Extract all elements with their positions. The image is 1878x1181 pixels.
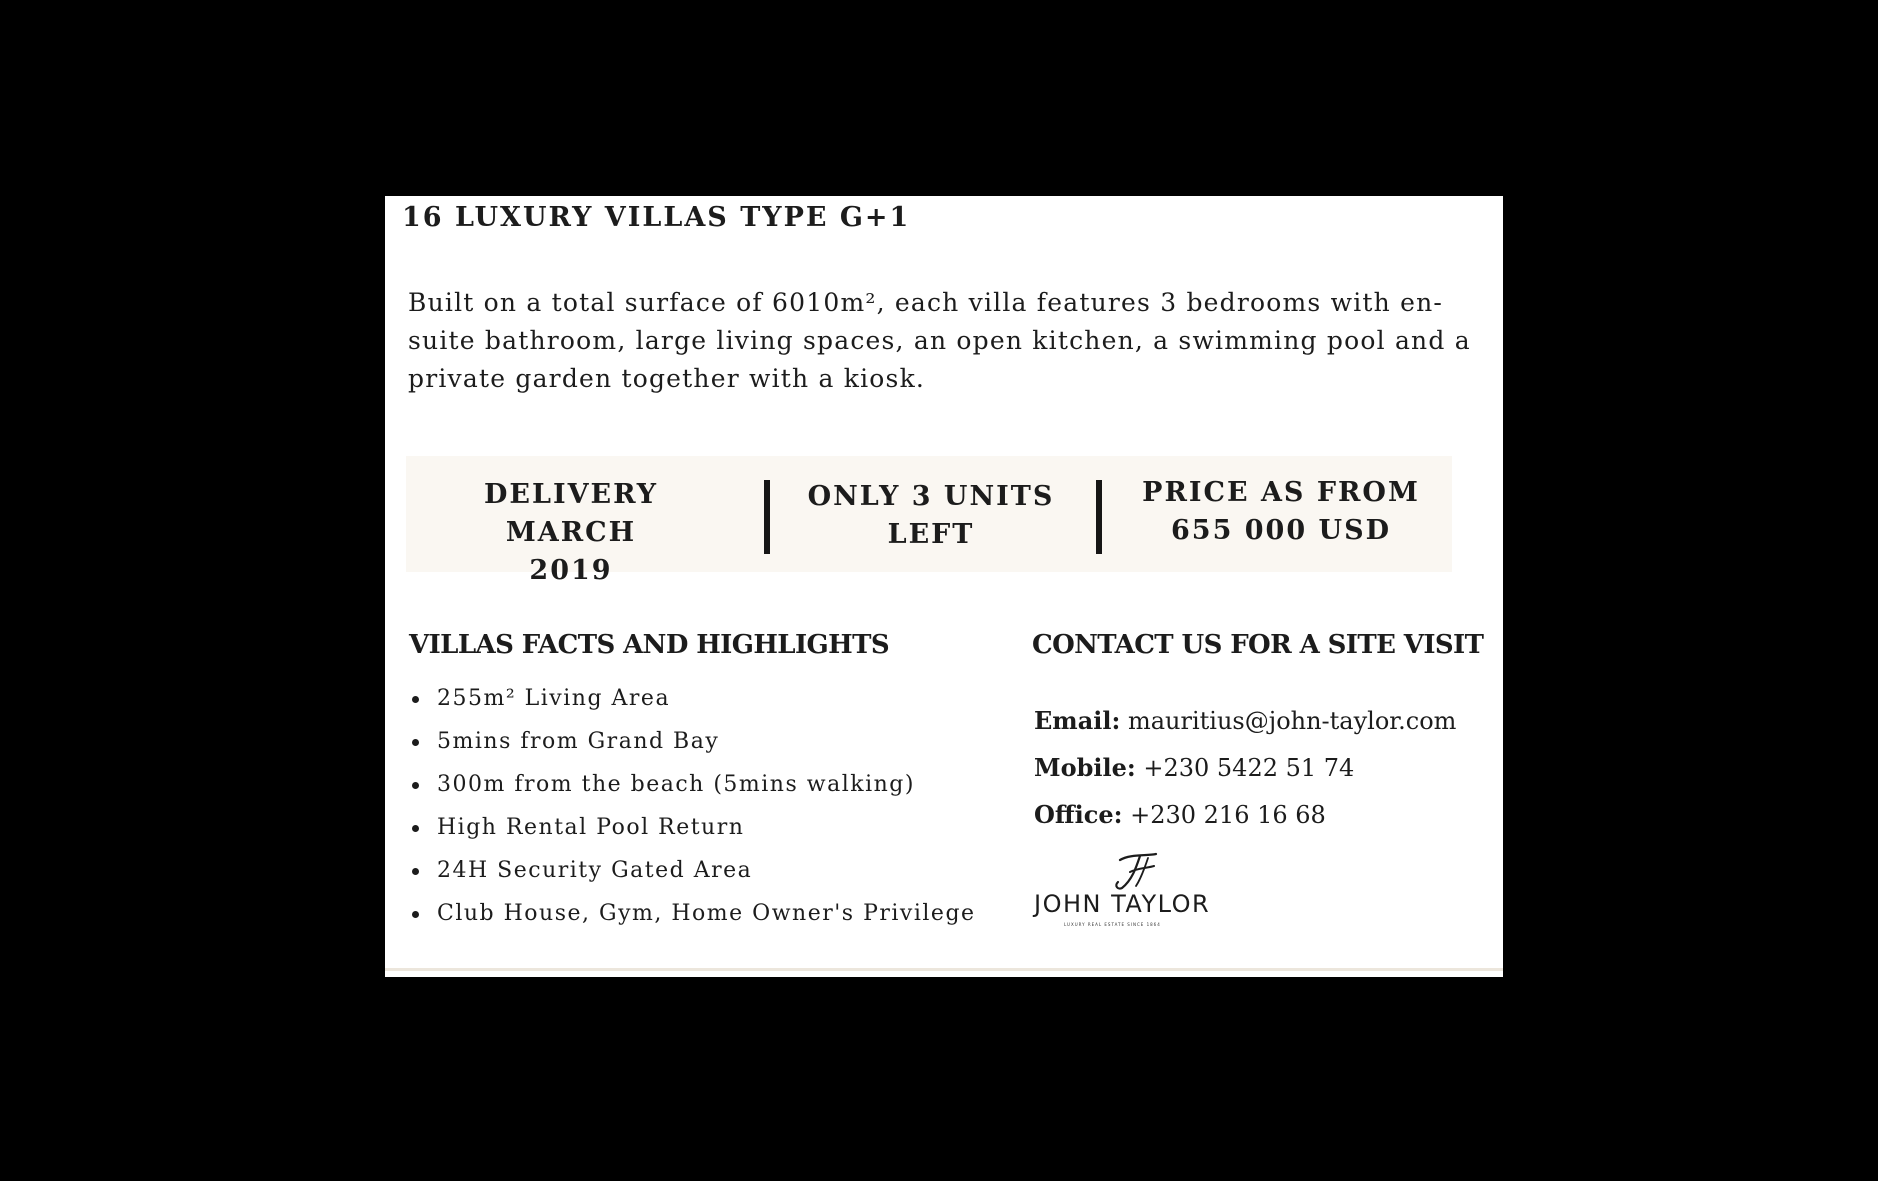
fact-text: 24H Security Gated Area — [437, 858, 753, 883]
facts-heading: VILLAS FACTS AND HIGHLIGHTS — [409, 630, 890, 660]
bullet-icon — [412, 868, 419, 875]
fact-text: 255m² Living Area — [437, 686, 671, 711]
delivery-line-2: 2019 — [529, 555, 613, 586]
flyer-sheet — [385, 196, 1503, 977]
monogram-icon — [1106, 850, 1166, 892]
list-item — [411, 813, 976, 856]
email-line — [1034, 704, 1456, 751]
band-divider — [764, 480, 770, 554]
bullet-icon — [412, 696, 419, 703]
john-taylor-logo — [1034, 850, 1234, 927]
bullet-icon — [412, 825, 419, 832]
logo-tagline: LUXURY REAL ESTATE SINCE 1864 — [1064, 922, 1161, 927]
highlights-band — [406, 456, 1452, 586]
units-line-2: LEFT — [887, 519, 975, 550]
flyer-title: 16 LUXURY VILLAS TYPE G+1 — [402, 202, 911, 233]
mobile-label: Mobile: — [1034, 753, 1136, 782]
units-highlight — [776, 478, 1086, 554]
office-value: +230 216 16 68 — [1130, 801, 1326, 829]
bottom-rule — [385, 968, 1503, 971]
price-line-1: PRICE AS FROM — [1142, 477, 1420, 508]
office-line — [1034, 798, 1456, 845]
logo-wordmark: JOHN TAYLOR — [1034, 890, 1211, 918]
list-item — [411, 770, 976, 813]
price-highlight — [1116, 474, 1446, 550]
mobile-value: +230 5422 51 74 — [1143, 754, 1355, 782]
list-item — [411, 856, 976, 899]
fact-text: 5mins from Grand Bay — [437, 729, 720, 754]
price-line-2: 655 000 USD — [1171, 515, 1391, 546]
fact-text: Club House, Gym, Home Owner's Privilege — [437, 901, 976, 926]
list-item — [411, 684, 976, 727]
email-label: Email: — [1034, 706, 1121, 735]
contact-heading: CONTACT US FOR A SITE VISIT — [1032, 630, 1484, 660]
bullet-icon — [412, 911, 419, 918]
list-item — [411, 899, 976, 942]
band-divider — [1096, 480, 1102, 554]
list-item — [411, 727, 976, 770]
email-value: mauritius@john-taylor.com — [1127, 707, 1457, 735]
mobile-line — [1034, 751, 1456, 798]
bullet-icon — [412, 739, 419, 746]
fact-text: High Rental Pool Return — [437, 815, 745, 840]
fact-text: 300m from the beach (5mins walking) — [437, 772, 915, 797]
bullet-icon — [412, 782, 419, 789]
delivery-line-1: DELIVERY MARCH — [483, 479, 659, 548]
units-line-1: ONLY 3 UNITS — [807, 481, 1055, 512]
office-label: Office: — [1034, 800, 1123, 829]
facts-list — [411, 684, 976, 942]
intro-paragraph: Built on a total surface of 6010m², each villa features 3 bedrooms with en-suite bathroom, large living spaces, an open kitchen, a swimming pool and a private garden together with a kiosk. — [408, 288, 1471, 393]
delivery-highlight — [416, 476, 726, 590]
contact-details — [1034, 704, 1456, 845]
